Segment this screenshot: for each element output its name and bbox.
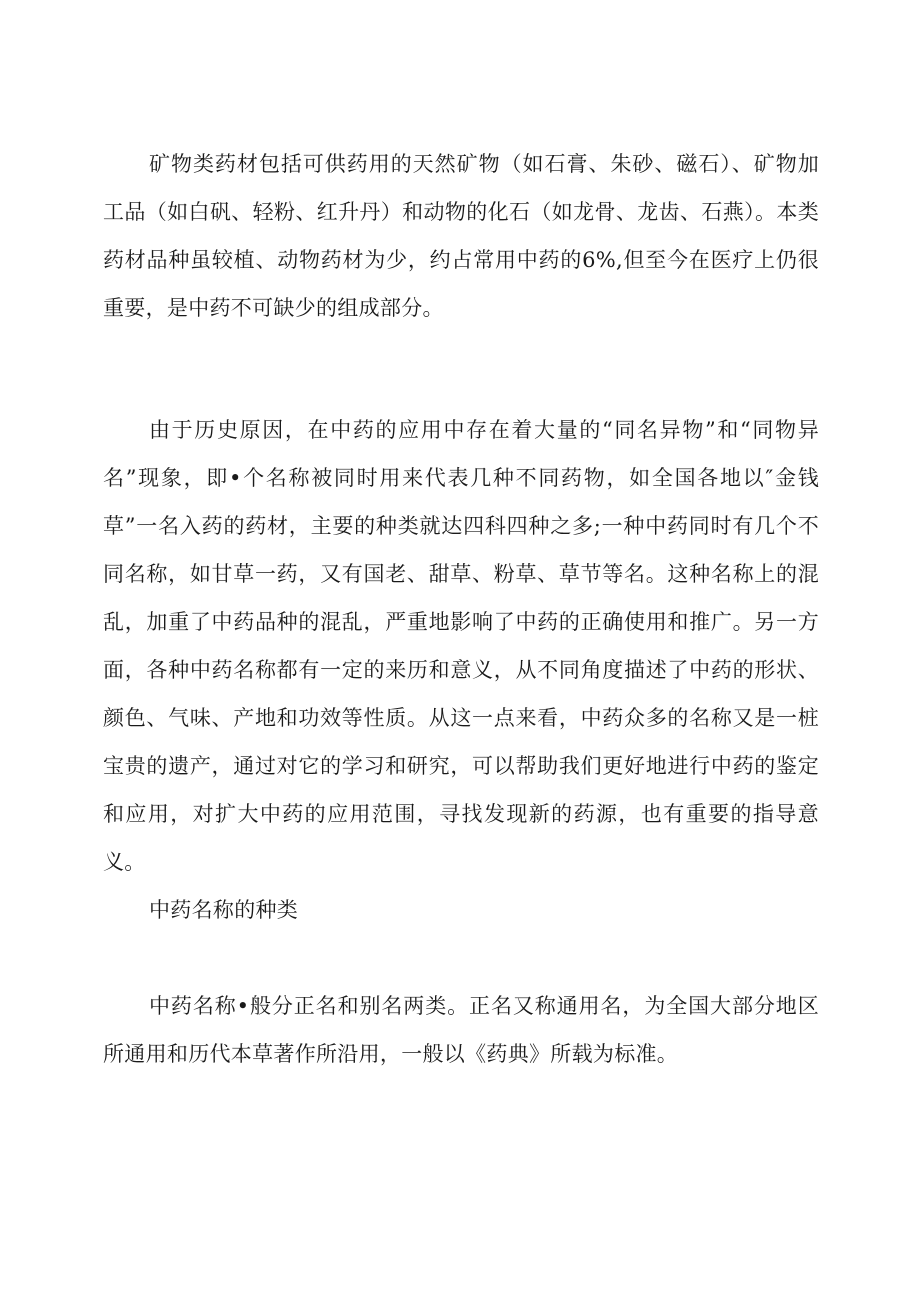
paragraph-name-types: 中药名称•般分正名和别名两类。正名又称通用名，为全国大部分地区所通用和历代本草著作所沿用，一般以《药典》所载为标准。 — [103, 994, 819, 1066]
paragraph-name-confusion: 由于历史原因，在中药的应用中存在着大量的“同名异物”和“同物异名”现象，即•个名称被同时用来代表几种不同药物，如全国各地以″金钱草”一名入药的药材，主要的种类就达四科四种之多;一种中药同时有几个不同名称，如甘草一药，又有国老、甜草、粉草、草节等名。这种名称上的混乱，加重了中药品种的混乱，严重地影响了中药的正确使用和推广。另一方面，各种中药名称都有一定的来历和意义，从不同角度描述了中药的形状、颜色、气味、产地和功效等性质。从这一点来看，中药众多的名称又是一桩宝贵的遗产，通过对它的学习和研究，可以帮助我们更好地进行中药的鉴定和应用，对扩大中药的应用范围，寻找发现新的药源，也有重要的指导意义。 — [103, 418, 819, 874]
section-heading: 中药名称的种类 — [149, 898, 299, 922]
paragraph-mineral-medicinals: 矿物类药材包括可供药用的天然矿物（如石膏、朱砂、磁石）、矿物加工品（如白矾、轻粉、红升丹）和动物的化石（如龙骨、龙齿、石燕）。本类药材品种虽较植、动物药材为少，约占常用中药的6%,但至今在医疗上仍很重要，是中药不可缺少的组成部分。 — [103, 152, 819, 320]
